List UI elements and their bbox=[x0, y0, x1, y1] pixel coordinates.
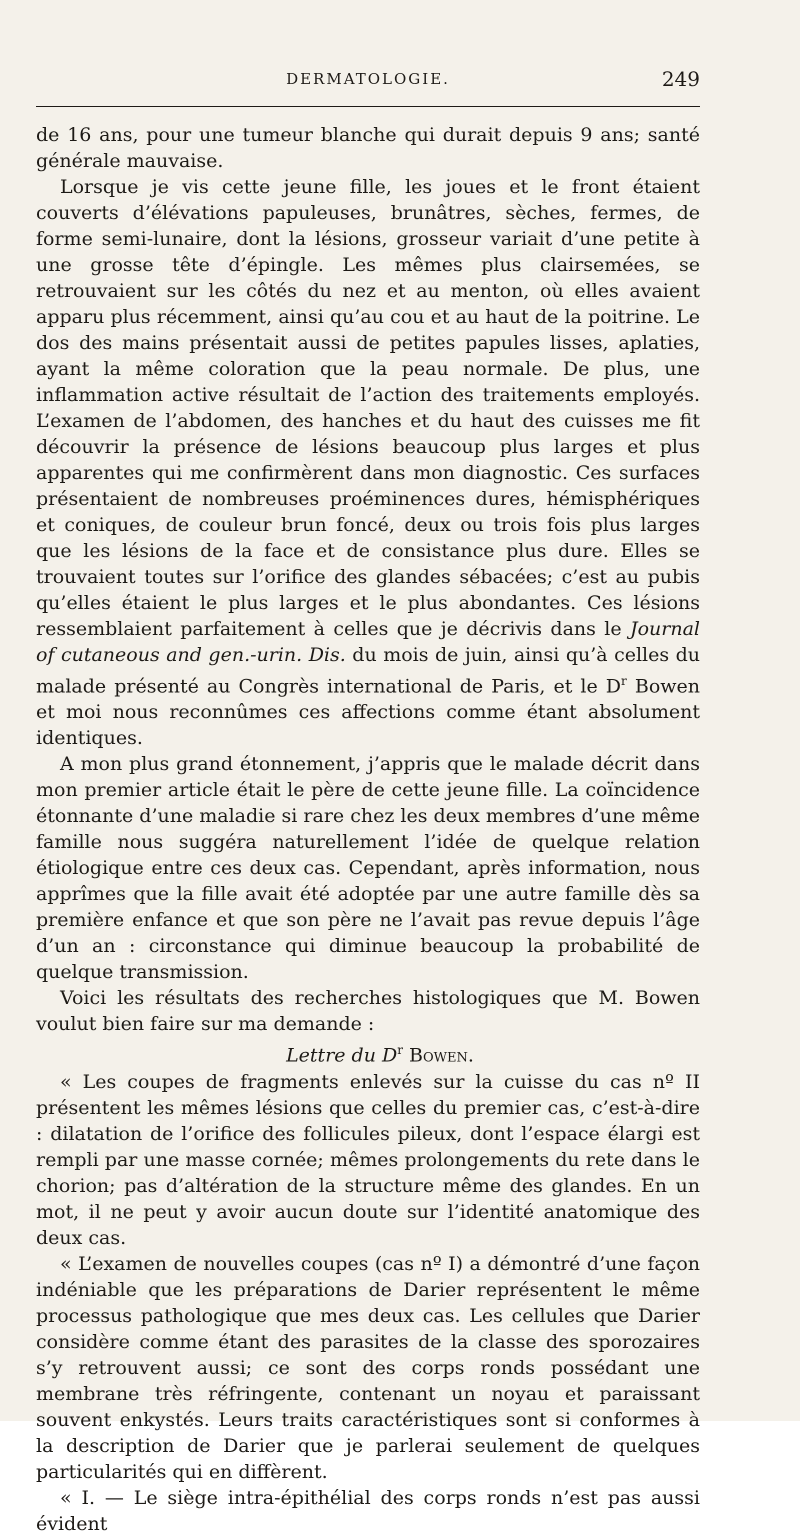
header-rule bbox=[36, 106, 700, 107]
letter-heading bbox=[36, 1037, 700, 1068]
running-title: DERMATOLOGIE. bbox=[286, 70, 450, 88]
body-text bbox=[36, 122, 700, 1537]
letter-heading-name: Bowen. bbox=[409, 1044, 474, 1067]
case-description-text-c: Bowen et moi nous reconnûmes ces affections comme étant absolument identiques. bbox=[36, 675, 701, 750]
paragraph-letter-sections: « Les coupes de fragments enlevés sur la cuisse du cas nº II présentent les mêmes lésions que celles du premier cas, c’est-à-dire : dilatation de l’orifice des follicules pileux, dont l’espace élargi est rempli par une masse cornée; mêmes prolongements du rete dans le chorion; pas d’altération de la structure même des glandes. En un mot, il ne peut y avoir aucun doute sur l’identité anatomique des deux cas. bbox=[36, 1070, 700, 1249]
paragraph-histology-intro: Voici les résultats des recherches histologiques que M. Bowen voulut bien faire sur ma demande : bbox=[36, 987, 700, 1036]
letter-heading-text: Lettre du D bbox=[286, 1044, 398, 1067]
page-number: 249 bbox=[661, 67, 700, 91]
case-description-text-b: du mois de juin, ainsi qu’à celles du malade présenté au Congrès international de Paris, et le D bbox=[36, 644, 701, 698]
letter-heading-superscript: r bbox=[397, 1043, 403, 1058]
running-head bbox=[36, 64, 700, 94]
case-description-text-a: Lorsque je vis cette jeune fille, les joues et le front étaient couverts d’élévations papuleuses, brunâtres, sèches, fermes, de forme semi-lunaire, dont la lésions, grosseur variait d’une petite à une grosse tête d’épingle. Les mêmes plus clairsemées, se retrouvaient sur les côtés du nez et au menton, où elles avaient apparu plus récemment, ainsi qu’au cou et au haut de la poitrine. Le dos des mains présentait aussi de petites papules lisses, aplaties, ayant la même coloration que la peau normale. De plus, une inflammation active résultait de l’action des traitements employés. L’examen de l’abdomen, des hanches et du haut des cuisses me fit découvrir la présence de lésions beaucoup plus larges et plus apparentes qui me confirmèrent dans mon diagnostic. Ces surfaces présentaient de nombreuses proéminences dures, hémisphériques et coniques, de couleur brun foncé, deux ou trois fois plus larges que les lésions de la face et de consistance plus dure. Elles se trouvaient toutes sur l’orifice des glandes sébacées; c’est au pubis qu’elles étaient le plus larges et le plus abondantes. Ces lésions ressemblaient parfaitement à celles que je décrivis dans le bbox=[36, 176, 700, 640]
journal-title: Journal of cutaneous and gen.-urin. Dis. bbox=[36, 618, 700, 666]
paragraph-family-coincidence: A mon plus grand étonnement, j’appris que le malade décrit dans mon premier article était le père de cette jeune fille. La coïncidence étonnante d’une maladie si rare chez les deux membres d’une même famille nous suggéra naturellement l’idée de quelque relation étiologique entre ces deux cas. Cependant, après information, nous apprîmes que la fille avait été adoptée par une autre famille dès sa première enfance et que son père ne l’avait pas revue depuis l’âge d’un an : circonstance qui diminue beaucoup la probabilité de quelque transmission. bbox=[36, 753, 700, 984]
doctor-abbrev-superscript: r bbox=[621, 674, 627, 688]
paragraph-letter-point-one: « I. — Le siège intra-épithélial des corps ronds n’est pas aussi évident bbox=[36, 1486, 700, 1535]
paragraph-letter-examination: « L’examen de nouvelles coupes (cas nº I) a démontré d’une façon indéniable que les préparations de Darier représentent le même processus pathologique que mes deux cas. Les cellules que Darier considère comme étant des parasites de la classe des sporozaires s’y retrouvent aussi; ce sont des corps ronds possédant une membrane très réfringente, contenant un noyau et paraissant souvent enkystés. Leurs traits caractéristiques sont si conformes à la description de Darier que je parlerai seulement de quelques particularités qui en diffèrent. bbox=[36, 1252, 700, 1483]
paragraph-case-description bbox=[36, 174, 700, 751]
paragraph-continuation: de 16 ans, pour une tumeur blanche qui durait depuis 9 ans; santé générale mauvaise. bbox=[36, 124, 700, 172]
